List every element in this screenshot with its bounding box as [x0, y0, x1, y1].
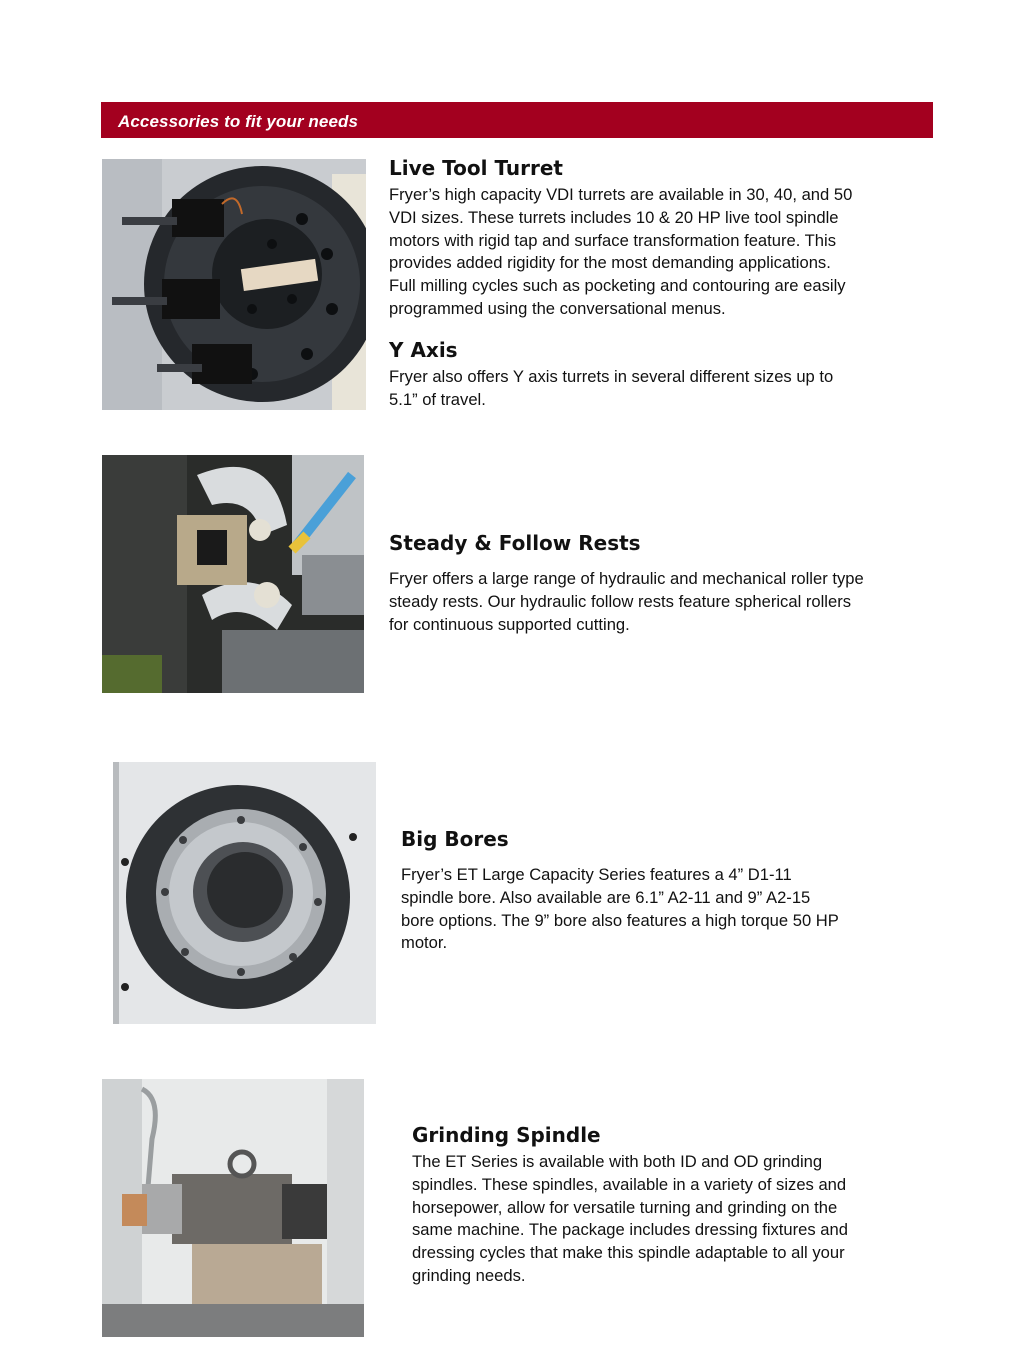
grinding-spindle-photo: [102, 1079, 364, 1337]
banner-title: Accessories to fit your needs: [118, 112, 359, 131]
section-steady-follow-rests: [389, 530, 934, 636]
heading-live-tool-turret: Live Tool Turret: [389, 156, 563, 180]
heading-steady-follow-rests: Steady & Follow Rests: [389, 531, 641, 555]
text-live-tool-turret: Fryer’s high capacity VDI turrets are available in 30, 40, and 50 VDI sizes. These turrets includes 10 & 20 HP live tool spindle motors with rigid tap and surface transformation feature. This provides added rigidity for the most demanding applications. Full milling cycles such as pocketing and contouring are easily programmed using the conversational menus.: [389, 185, 853, 318]
section-live-tool-turret: [389, 155, 934, 321]
section-grinding-spindle: [412, 1122, 932, 1288]
heading-y-axis: Y Axis: [389, 338, 458, 362]
live-tool-turret-photo: [102, 159, 366, 410]
text-y-axis: Fryer also offers Y axis turrets in several different sizes up to 5.1” of travel.: [389, 367, 834, 409]
heading-grinding-spindle: Grinding Spindle: [412, 1123, 601, 1147]
heading-big-bores: Big Bores: [401, 827, 509, 851]
text-steady-follow-rests: Fryer offers a large range of hydraulic and mechanical roller type steady rests. Our hydraulic follow rests feature spherical rollers for continuous supported cutting.: [389, 569, 864, 634]
section-banner: [101, 102, 933, 138]
text-big-bores: Fryer’s ET Large Capacity Series features a 4” D1-11 spindle bore. Also available are 6.1” A2-11 and 9” A2-15 bore options. The 9” bore also features a high torque 50 HP motor.: [401, 865, 839, 953]
text-grinding-spindle: The ET Series is available with both ID and OD grinding spindles. These spindles, available in a variety of sizes and horsepower, allow for versatile turning and grinding on the same machine. The package includes dressing fixtures and dressing cycles that make this spindle adaptable to all your grinding needs.: [412, 1152, 848, 1285]
section-big-bores: [401, 826, 934, 955]
section-y-axis: [389, 337, 934, 412]
big-bores-photo: [113, 762, 376, 1024]
steady-rest-photo: [102, 455, 364, 693]
